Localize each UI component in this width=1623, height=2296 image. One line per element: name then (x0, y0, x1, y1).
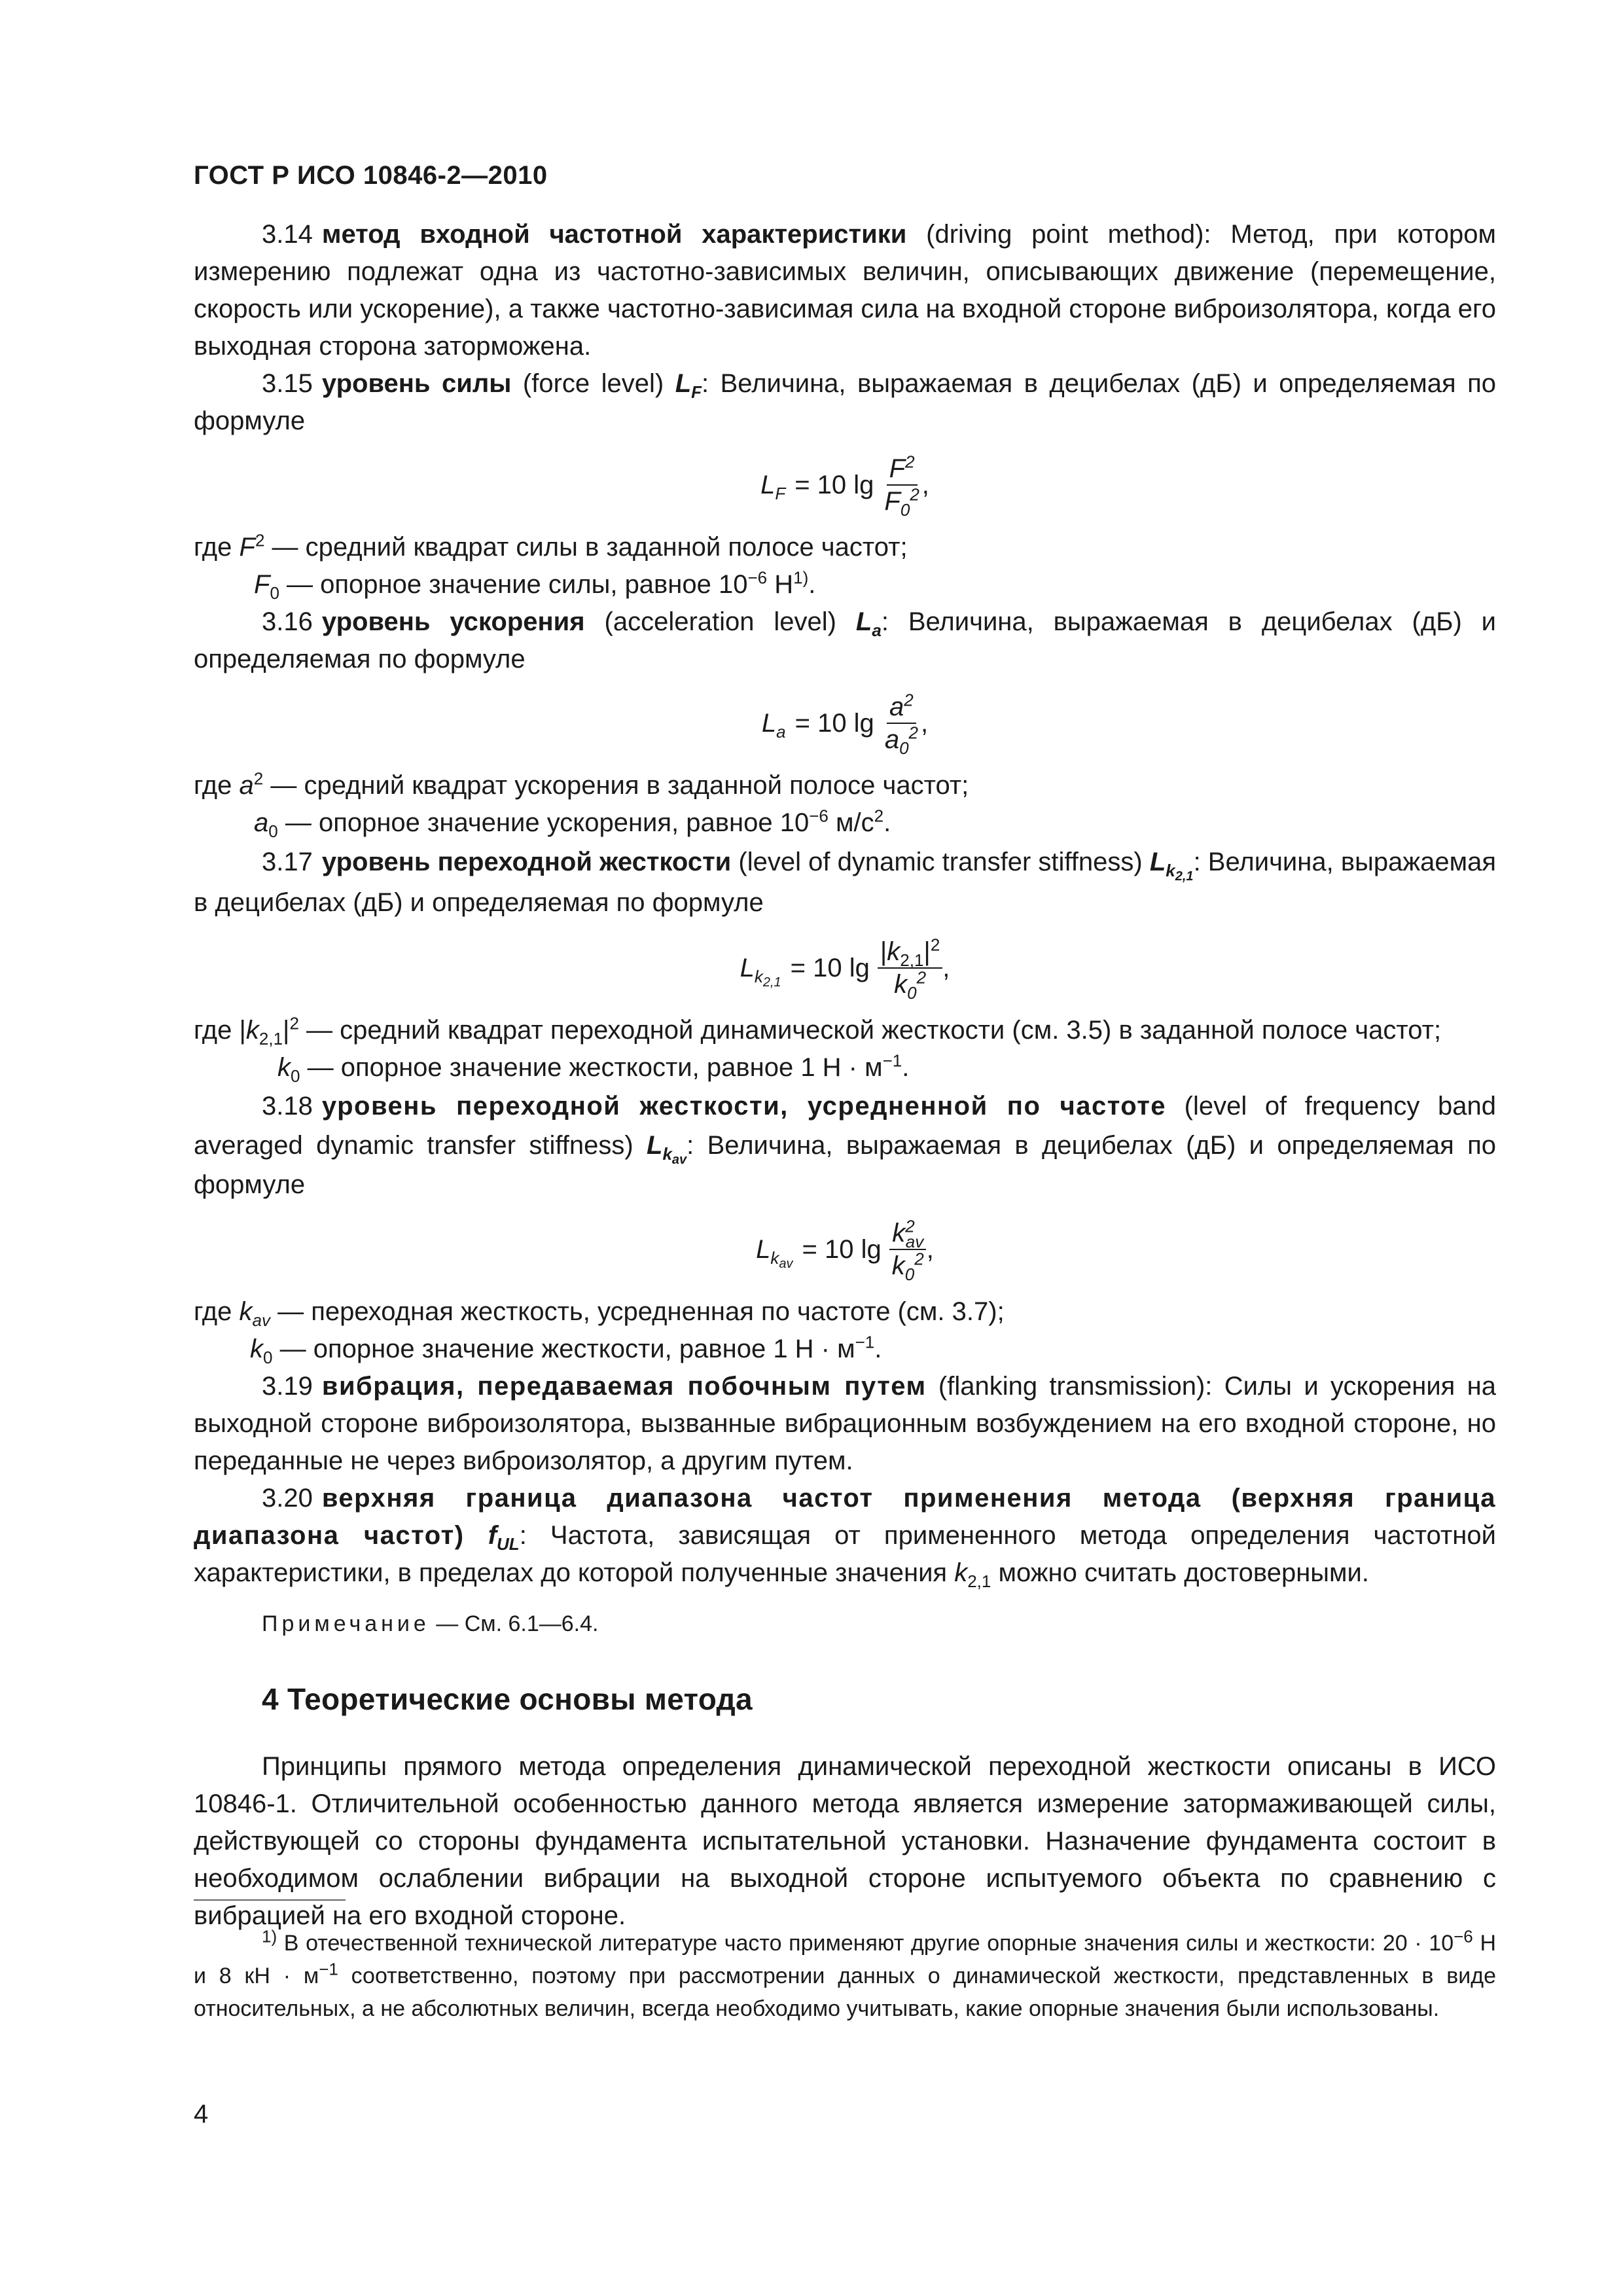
where-end: . (883, 808, 891, 837)
footnote-ref[interactable]: 1) (793, 567, 809, 588)
clause-text: (acceleration level) (584, 607, 856, 636)
footnote-exp: −6 (1454, 1926, 1473, 1946)
where-text: — опорное значение ускорения, равное 10 (277, 808, 810, 837)
formula-force-level (194, 440, 1496, 529)
formula-tail: , (921, 470, 929, 499)
symbol-letter: L (647, 1131, 663, 1160)
clause-text: : Частота, зависящая от примененного метода определения частотной характеристики, в пределах до которой полученные значения (194, 1521, 1496, 1587)
frac-num-sup: 2 (930, 935, 940, 955)
formula-fraction (882, 690, 921, 758)
clause-3-14 (194, 216, 1496, 365)
clause-term: метод входной частотной характеристики (321, 220, 907, 249)
symbol-subscript: k (1166, 861, 1175, 880)
formula-eq: = 10 lg (794, 708, 874, 738)
where-end: . (874, 1335, 882, 1363)
formula-acceleration-level (194, 678, 1496, 767)
document-body (194, 216, 1496, 1935)
formula-tail: , (921, 708, 929, 738)
clause-number: 3.14 (262, 220, 313, 249)
symbol-letter: L (675, 369, 692, 398)
clause-text: (flanking transmission): Силы и ускорения на выходной стороне виброизолятора, вызванные вибрационным возбуждением на его входной стороне, но переданные не через виброизолятор, а другим путем. (194, 1372, 1496, 1475)
symbol-subsubscript: 2,1 (1175, 869, 1194, 884)
clause-number: 3.20 (262, 1484, 313, 1513)
footnote (194, 1927, 1496, 2025)
frac-num: k (892, 1219, 906, 1247)
footnote-text: соответственно, поэтому при рассмотрении данных о динамической жесткости, представленных в виде относительных, а не абсолютных величин, всегда необходимо учитывать, какие опорные значения были использованы. (194, 1964, 1497, 2021)
where-exp: −6 (809, 806, 829, 826)
formula-fraction (878, 935, 942, 1003)
symbol-letter: L (1149, 848, 1166, 876)
frac-den-sub: 0 (907, 983, 917, 1003)
clause-term: уровень ускорения (321, 607, 585, 636)
where-line (194, 804, 1496, 842)
clause-3-16 (194, 603, 1496, 678)
frac-den-sup: 2 (916, 967, 927, 988)
where-prefix: где (194, 533, 240, 562)
formula-averaged-stiffness-level (194, 1204, 1496, 1293)
frac-den: k (891, 1251, 905, 1280)
formula-fraction (882, 452, 921, 520)
formula-lhs-subsub: av (779, 1256, 793, 1271)
clause-number: 3.15 (262, 369, 313, 398)
k-subscript: 2,1 (967, 1571, 991, 1591)
k-symbol: k (954, 1558, 968, 1587)
note-label: Примечание (262, 1611, 430, 1636)
formula-lhs-sub: k (770, 1247, 779, 1268)
frac-num-sup: 2 (905, 1216, 915, 1236)
where-end: . (902, 1053, 910, 1082)
formula-lhs: L (761, 708, 777, 738)
where-sup: 2 (289, 1013, 299, 1033)
clause-text: : Величина, выражаемая в децибелах (дБ) и определяемая по формуле (194, 1131, 1496, 1199)
where-symbol: k (250, 1335, 263, 1363)
where-sub: av (252, 1310, 270, 1330)
clause-symbol (675, 369, 702, 402)
symbol-subscript: k (662, 1144, 672, 1164)
clause-number: 3.18 (262, 1092, 313, 1121)
where-line (194, 529, 1496, 566)
where-symbol: a (239, 771, 254, 800)
where-symbol: k (277, 1053, 291, 1082)
where-line (194, 1331, 1496, 1368)
clause-text: (force level) (511, 369, 675, 398)
clause-term: вибрация, передаваемая побочным путем (321, 1372, 927, 1401)
formula-lhs: L (740, 953, 755, 982)
symbol-subscript: a (872, 620, 882, 640)
clause-text: можно считать достоверными. (991, 1558, 1369, 1587)
frac-den: k (894, 970, 908, 999)
footnote-mark: 1) (262, 1926, 277, 1946)
where-symbol: k (245, 1016, 259, 1045)
where-line (194, 566, 1496, 603)
clause-3-20 (194, 1480, 1496, 1592)
where-sup: 2 (253, 768, 264, 789)
frac-den-sub: 0 (904, 1265, 915, 1284)
frac-den-sub: 0 (900, 500, 910, 520)
clause-term: уровень переходной жесткости (321, 848, 732, 876)
clause-symbol (855, 607, 882, 640)
frac-den-sup: 2 (908, 723, 918, 743)
document-header: ГОСТ Р ИСО 10846-2—2010 (194, 161, 548, 190)
where-exp: −1 (855, 1332, 875, 1352)
frac-num-sub: av (905, 1232, 924, 1251)
where-symbol: k (239, 1297, 253, 1326)
footnote-divider (194, 1899, 346, 1901)
formula-tail: , (926, 1234, 934, 1264)
frac-num: k (887, 937, 901, 966)
frac-num-sup: 2 (905, 452, 915, 472)
formula-fraction (889, 1217, 927, 1282)
clause-text: : Величина, выражаемая в децибелах (дБ) и определяемая по формуле (194, 607, 1497, 673)
clause-text: : Величина, выражаемая в децибелах (дБ) и определяемая по формуле (194, 369, 1497, 435)
footnote-exp: −1 (319, 1959, 338, 1979)
formula-lhs-sub: k (754, 966, 763, 986)
formula-transfer-stiffness-level (194, 923, 1496, 1012)
symbol-letter: L (855, 607, 872, 636)
clause-term: уровень переходной жесткости, усредненной по частоте (321, 1092, 1167, 1121)
where-line (194, 767, 1496, 804)
where-post: | (283, 1016, 290, 1045)
where-sup: 2 (255, 530, 265, 550)
clause-symbol (647, 1131, 687, 1168)
where-sub: 0 (263, 1348, 273, 1367)
formula-eq: = 10 lg (790, 953, 870, 982)
where-symbol: F (254, 570, 270, 599)
formula-eq: = 10 lg (794, 470, 874, 499)
clause-text: (level of dynamic transfer stiffness) (731, 848, 1150, 876)
where-sub: 0 (270, 583, 279, 603)
formula-tail: , (942, 953, 950, 982)
where-unit: Н (767, 570, 794, 599)
frac-den: F (884, 487, 901, 516)
clause-number: 3.17 (262, 848, 313, 876)
clause-number: 3.16 (262, 607, 313, 636)
where-text: — опорное значение силы, равное 10 (279, 570, 748, 599)
frac-den-sup: 2 (914, 1249, 924, 1269)
symbol-letter: f (488, 1521, 497, 1550)
where-text: — опорное значение жесткости, равное 1 Н · м (300, 1053, 883, 1082)
frac-den-sub: 0 (899, 738, 909, 758)
clause-3-15 (194, 365, 1496, 440)
clause-3-17 (194, 842, 1496, 923)
where-prefix: где (194, 771, 240, 800)
where-symbol: a (254, 808, 269, 837)
where-sub: 0 (291, 1066, 300, 1086)
clause-text: : Величина, выражаемая в децибелах (дБ) и определяемая по формуле (194, 848, 1496, 917)
symbol-subscript: F (691, 382, 702, 402)
note-text: — См. 6.1—6.4. (429, 1611, 599, 1636)
where-prefix: где | (194, 1016, 246, 1045)
where-text: — средний квадрат силы в заданной полосе частот; (264, 533, 908, 562)
where-line (194, 1012, 1496, 1049)
frac-abs-bar: | (880, 937, 887, 966)
where-exp: −1 (882, 1050, 902, 1071)
frac-num-sup: 2 (904, 690, 914, 710)
formula-lhs: L (756, 1234, 771, 1264)
frac-num: a (889, 692, 904, 721)
frac-den-sup: 2 (910, 484, 919, 505)
where-text: — средний квадрат переходной динамической жесткости (см. 3.5) в заданной полосе частот; (298, 1016, 1442, 1045)
where-text: — переходная жесткость, усредненная по частоте (см. 3.7); (270, 1297, 1005, 1326)
formula-eq: = 10 lg (802, 1234, 882, 1264)
clause-text: (driving point method): Метод, при котором измерению подлежат одна из частотно-зависимых величин, описывающих движение (перемещение, скорость или ускорение), а также частотно-зависимая сила на входной стороне виброизолятора, когда его выходная сторона заторможена. (194, 220, 1497, 361)
clause-3-19 (194, 1368, 1496, 1480)
frac-abs-bar: | (923, 937, 931, 966)
clause-term: уровень силы (321, 369, 512, 398)
page-number: 4 (194, 2100, 209, 2128)
where-prefix: где (194, 1297, 240, 1326)
frac-num-sub: 2,1 (900, 950, 924, 970)
section-paragraph: Принципы прямого метода определения динамической переходной жесткости описаны в ИСО 10846-1. Отличительной особенностью данного метода является измерение затормаживающей силы, действующей со стороны фундамента испытательной установки. Назначение фундамента состоит в необходимом ослаблении вибрации на выходной стороне испытуемого объекта по сравнению с вибрацией на его входной стороне. (194, 1752, 1496, 1930)
where-unit-sup: 2 (874, 806, 884, 826)
clause-term: верхняя граница диапазона частот применения метода (верхняя граница диапазона частот) (194, 1484, 1496, 1550)
formula-lhs-sub: a (776, 721, 786, 742)
section-title: 4 Теоретические основы метода (262, 1682, 753, 1716)
frac-den: a (884, 725, 900, 754)
clause-text: (level of frequency band averaged dynamic transfer stiffness) (194, 1092, 1497, 1160)
where-text: — опорное значение жесткости, равное 1 Н · м (272, 1335, 855, 1363)
footnote-text: В отечественной технической литературе часто применяют другие опорные значения силы и жесткости: 20 · 10 (277, 1931, 1454, 1956)
clause-symbol (1149, 848, 1194, 884)
clause-symbol (488, 1521, 520, 1554)
note (262, 1607, 1496, 1640)
where-exp: −6 (747, 567, 768, 588)
clause-3-18 (194, 1086, 1496, 1204)
where-sub: 2,1 (259, 1029, 283, 1049)
where-unit: м/с (828, 808, 874, 837)
where-line (194, 1293, 1496, 1331)
where-symbol: F (239, 533, 255, 562)
formula-lhs-sub: F (775, 483, 786, 503)
where-sub: 0 (268, 821, 278, 841)
where-text: — средний квадрат ускорения в заданной полосе частот; (263, 771, 969, 800)
frac-num: F (889, 454, 906, 483)
symbol-subsubscript: av (671, 1153, 687, 1168)
formula-lhs-subsub: 2,1 (762, 975, 781, 990)
clause-number: 3.19 (262, 1372, 313, 1401)
symbol-subscript: UL (497, 1534, 520, 1554)
where-line (194, 1049, 1496, 1086)
where-end: . (808, 570, 816, 599)
footnote-text: Н и 8 кН · м (194, 1931, 1496, 1988)
formula-lhs: L (760, 470, 776, 499)
